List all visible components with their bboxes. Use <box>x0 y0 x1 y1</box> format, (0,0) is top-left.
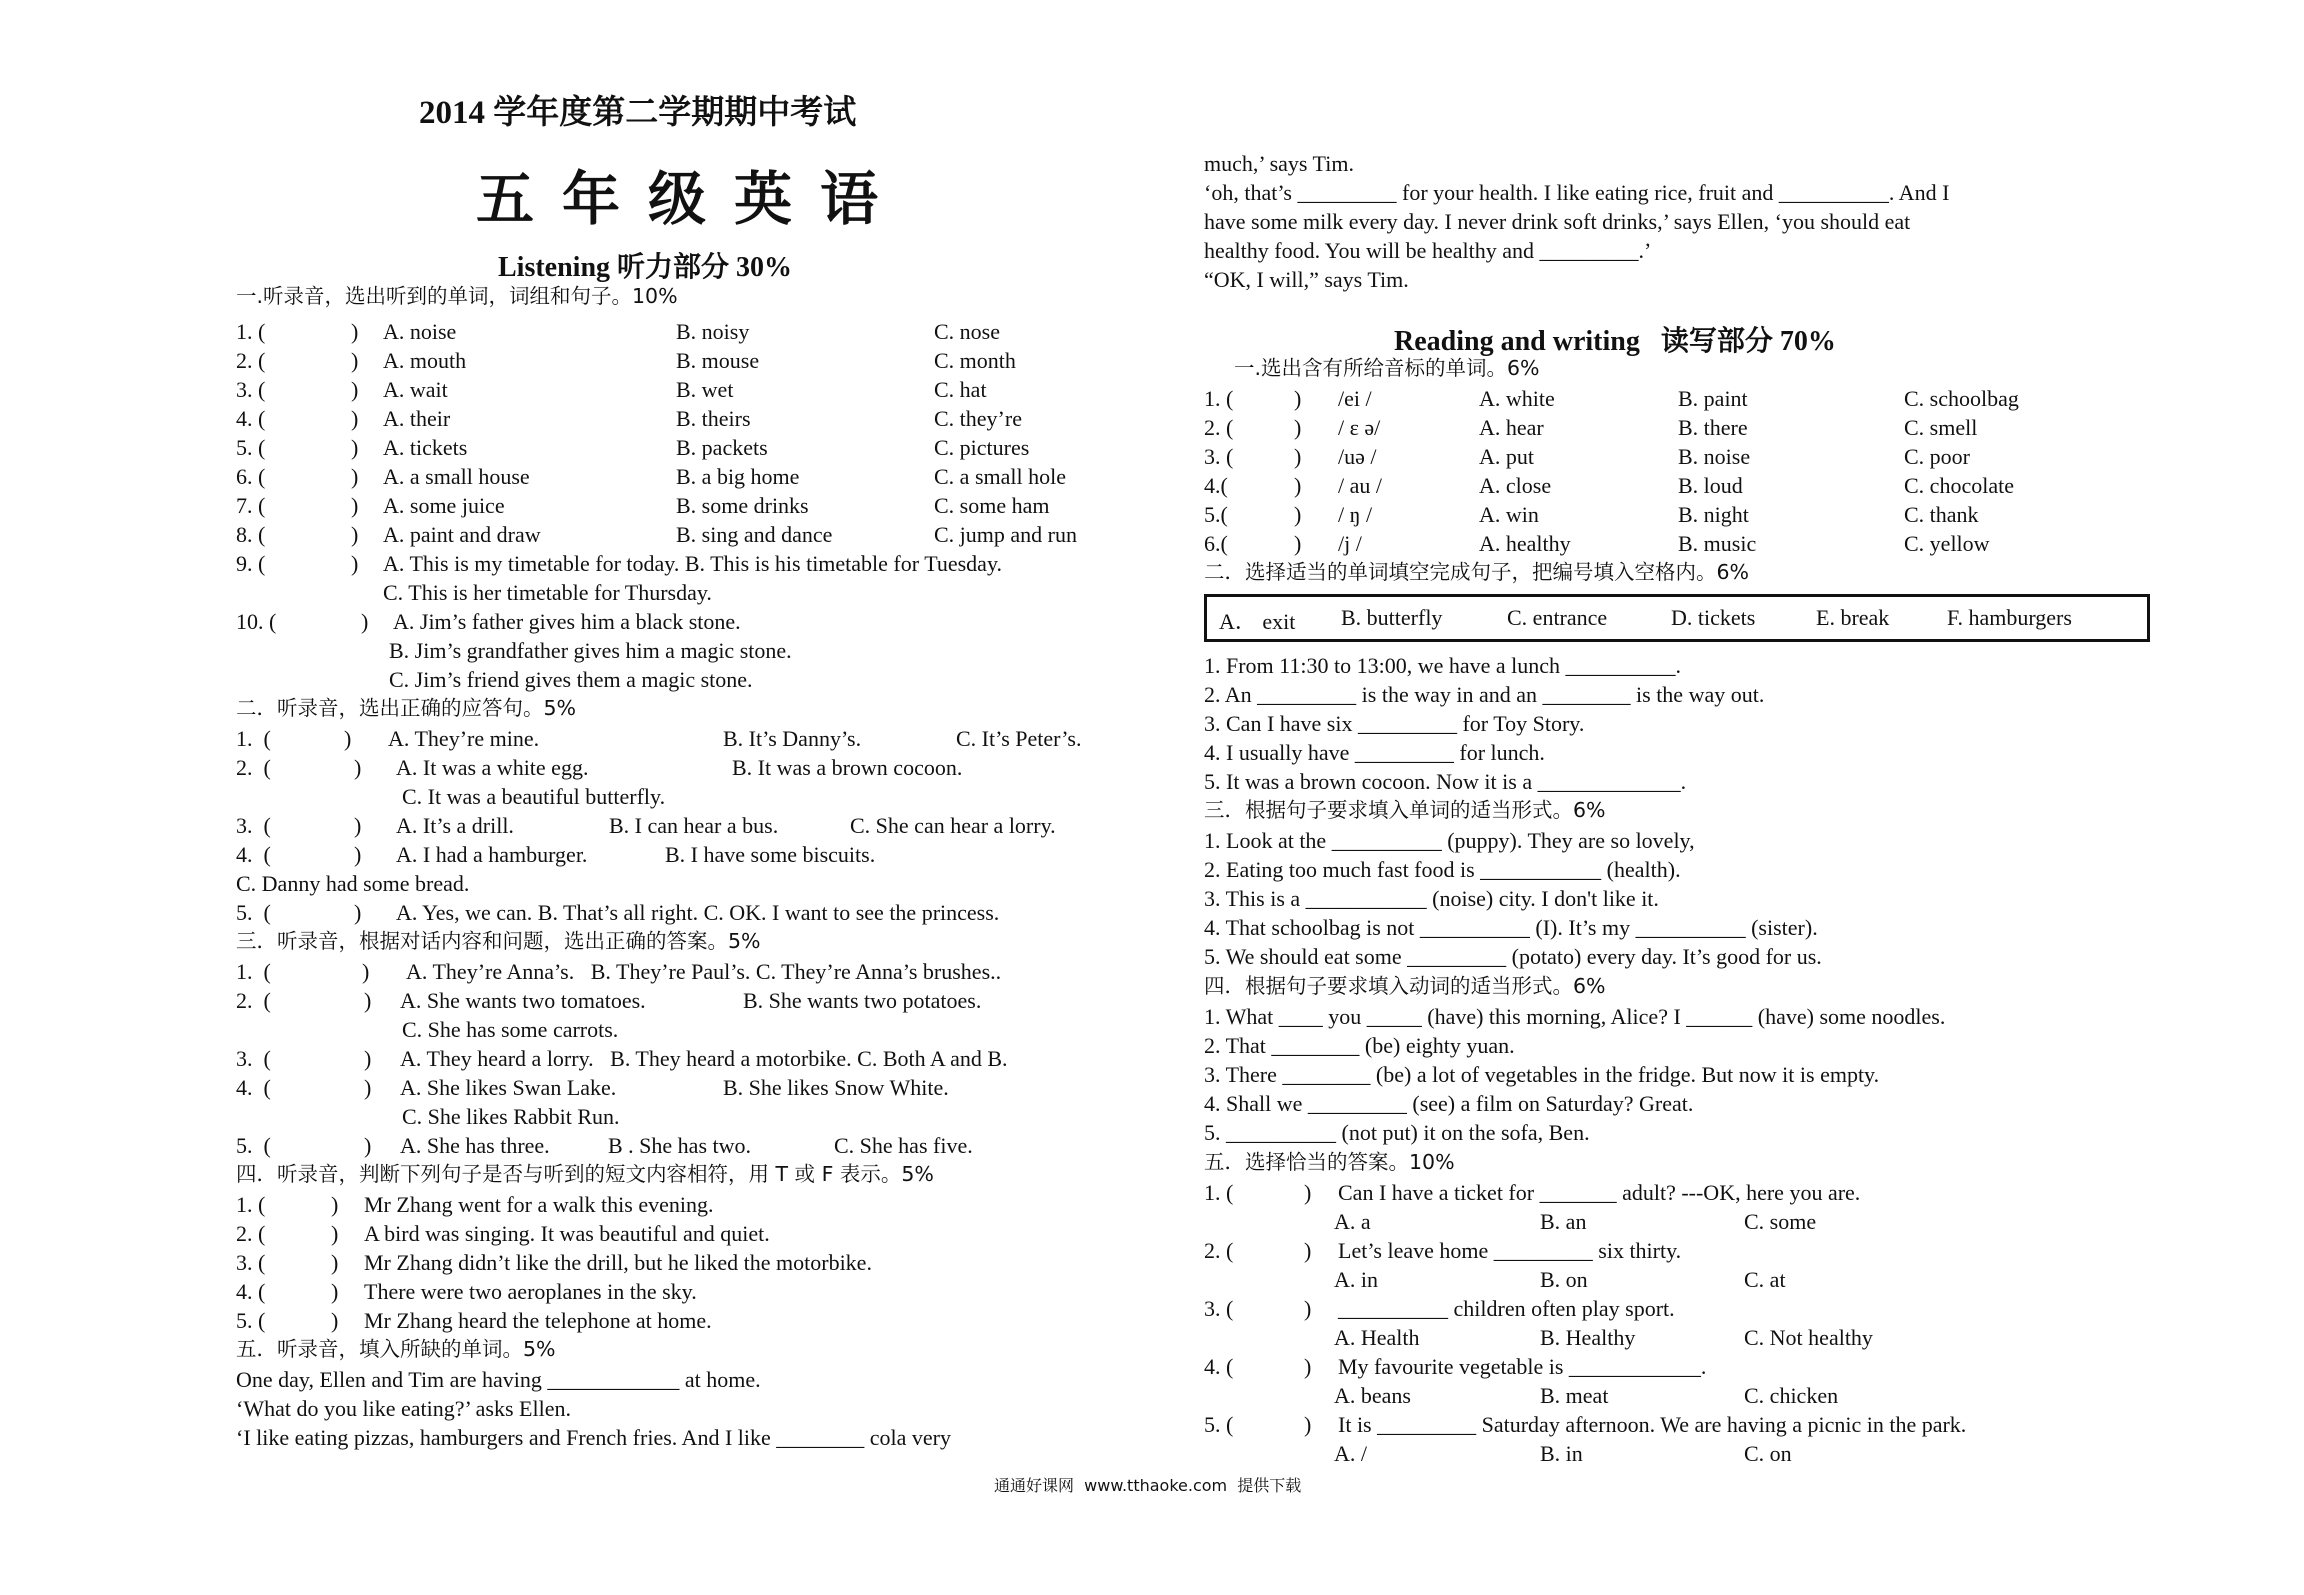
question-row: 10. ( ) A. Jim’s father gives him a black stone. <box>236 609 741 634</box>
section-heading: 五．选择恰当的答案。10% <box>1204 1150 1455 1174</box>
passage-line: have some milk every day. I never drink soft drinks,’ says Ellen, ‘you should eat <box>1204 209 1911 234</box>
word-option: B. butterfly <box>1341 605 1443 630</box>
passage-line: ‘I like eating pizzas, hamburgers and French fries. And I like ________ cola very <box>236 1425 951 1450</box>
passage-line: “OK, I will,” says Tim. <box>1204 267 1409 292</box>
question-row: 9. ( ) A. This is my timetable for today. B. This is his timetable for Tuesday. <box>236 551 1003 576</box>
question-row: 4. ( ) A. She likes Swan Lake. B. She likes Snow White. <box>236 1075 949 1100</box>
passage-line: much,’ says Tim. <box>1204 151 1354 176</box>
section-heading: 五．听录音，填入所缺的单词。5% <box>236 1337 556 1361</box>
question-row: 1. ( ) A. They’re mine. B. It’s Danny’s. C. It’s Peter’s. <box>236 726 1082 751</box>
question-row: 1. ( ) A. They’re Anna’s. B. They’re Paul’s. C. They’re Anna’s brushes.. <box>236 959 1002 984</box>
section-heading: 三．根据句子要求填入单词的适当形式。6% <box>1204 798 1606 822</box>
question-row: 2. ( ) A. It was a white egg. B. It was a brown cocoon. <box>236 755 963 780</box>
question-row: 5. ( ) A. She has three. B . She has two. C. She has five. <box>236 1133 973 1158</box>
passage-line: ‘What do you like eating?’ asks Ellen. <box>236 1396 571 1421</box>
question-row: 3. ( ) A. It’s a drill. B. I can hear a bus. C. She can hear a lorry. <box>236 813 1056 838</box>
passage-line: ‘oh, that’s _________ for your health. I like eating rice, fruit and __________. And I <box>1204 180 1950 205</box>
question-row: 2. ( ) A. She wants two tomatoes. B. She wants two potatoes. <box>236 988 982 1013</box>
section-heading: 一.选出含有所给音标的单词。6% <box>1234 356 1540 380</box>
question-row: 4. ( ) A. I had a hamburger. B. I have some biscuits. <box>236 842 876 867</box>
section-heading: 四．根据句子要求填入动词的适当形式。6% <box>1204 974 1606 998</box>
word-option: E. break <box>1816 605 1890 630</box>
word-option: F. hamburgers <box>1947 605 2072 630</box>
subject-title: 五年级英语 <box>476 165 907 233</box>
section-heading: 三．听录音，根据对话内容和问题，选出正确的答案。5% <box>236 929 761 953</box>
listening-title: Listening 听力部分 30% <box>498 252 793 283</box>
section-heading: 四．听录音，判断下列句子是否与听到的短文内容相符，用 T 或 F 表示。5% <box>236 1162 934 1186</box>
exam-title: 2014 学年度第二学期期中考试 <box>419 95 857 131</box>
word-option: D. tickets <box>1671 605 1756 630</box>
word-option: A． exit <box>1219 609 1296 634</box>
word-option: C. entrance <box>1507 605 1608 630</box>
passage-line: One day, Ellen and Tim are having ____________ at home. <box>236 1367 761 1392</box>
word-bank-box <box>1204 594 2150 642</box>
passage-line: healthy food. You will be healthy and _________.’ <box>1204 238 1652 263</box>
question-row: 3. ( ) A. They heard a lorry. B. They heard a motorbike. C. Both A and B. <box>236 1046 1008 1071</box>
section-heading: 一.听录音，选出听到的单词，词组和句子。10% <box>236 284 678 308</box>
section-heading: 二．听录音，选出正确的应答句。5% <box>236 696 577 720</box>
reading-writing-title: Reading and writing 读写部分 70% <box>1394 326 1836 357</box>
footer-source: 通通好课网 www.tthaoke.com 提供下载 <box>994 1476 1302 1495</box>
section-heading: 二．选择适当的单词填空完成句子，把编号填入空格内。6% <box>1204 560 1750 584</box>
question-row: 5. ( ) A. Yes, we can. B. That’s all right. C. OK. I want to see the princess. <box>236 900 1000 925</box>
